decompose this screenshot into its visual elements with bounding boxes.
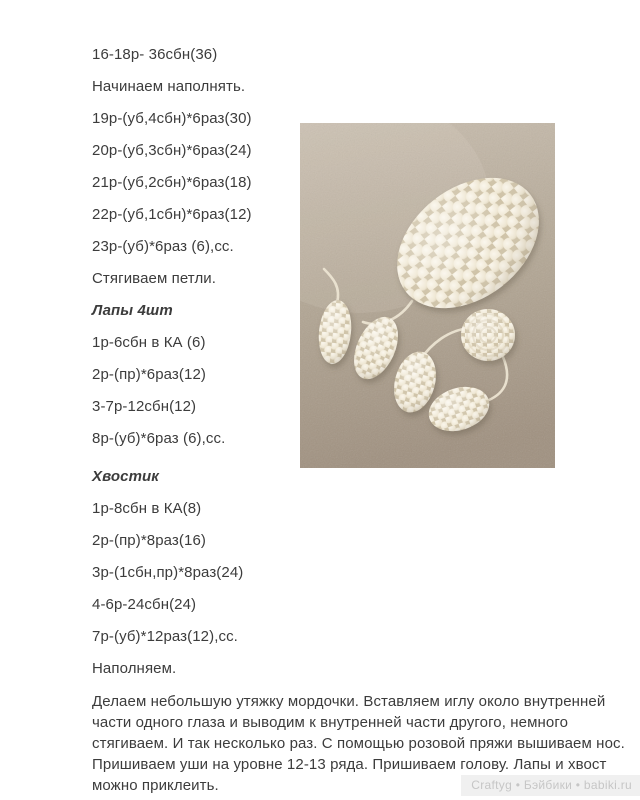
instruction-line: 20р-(уб,3сбн)*6раз(24) (92, 142, 252, 159)
pattern-photo-illustration (300, 123, 555, 468)
instruction-line: 4-6р-24сбн(24) (92, 596, 197, 613)
section-heading-tail: Хвостик (92, 468, 159, 485)
instruction-line: 19р-(уб,4сбн)*6раз(30) (92, 110, 252, 127)
instruction-line: 7р-(уб)*12раз(12),сс. (92, 628, 238, 645)
instruction-line: Стягиваем петли. (92, 270, 217, 287)
instruction-line: 3р-(1сбн,пр)*8раз(24) (92, 564, 244, 581)
tail-piece (461, 309, 515, 361)
closing-paragraph-line: можно приклеить. (92, 777, 219, 794)
watermark: Craftyg • Бэйбики • babiki.ru (461, 775, 640, 796)
pattern-photo (300, 123, 555, 468)
instruction-line: 16-18р- 36сбн(36) (92, 46, 218, 63)
closing-paragraph-line: Пришиваем уши на уровне 12-13 ряда. Пришиваем голову. Лапы и хвост (92, 756, 607, 773)
instruction-line: 1р-8сбн в КА(8) (92, 500, 202, 517)
instruction-line: 8р-(уб)*6раз (6),сс. (92, 430, 226, 447)
instruction-line: 21р-(уб,2сбн)*6раз(18) (92, 174, 252, 191)
closing-paragraph-line: Делаем небольшую утяжку мордочки. Вставляем иглу около внутренней (92, 693, 606, 710)
instruction-line: Начинаем наполнять. (92, 78, 246, 95)
instruction-line: 2р-(пр)*8раз(16) (92, 532, 206, 549)
closing-paragraph-line: стягиваем. И так несколько раз. С помощью розовой пряжи вышиваем нос. (92, 735, 625, 752)
instruction-line: 2р-(пр)*6раз(12) (92, 366, 206, 383)
instruction-line: 1р-6сбн в КА (6) (92, 334, 206, 351)
instruction-line: Наполняем. (92, 660, 177, 677)
instruction-line: 22р-(уб,1сбн)*6раз(12) (92, 206, 252, 223)
instruction-line: 3-7р-12сбн(12) (92, 398, 197, 415)
instruction-line: 23р-(уб)*6раз (6),сс. (92, 238, 234, 255)
section-heading-paws: Лапы 4шт (92, 302, 173, 319)
closing-paragraph-line: части одного глаза и выводим к внутренней части другого, немного (92, 714, 569, 731)
